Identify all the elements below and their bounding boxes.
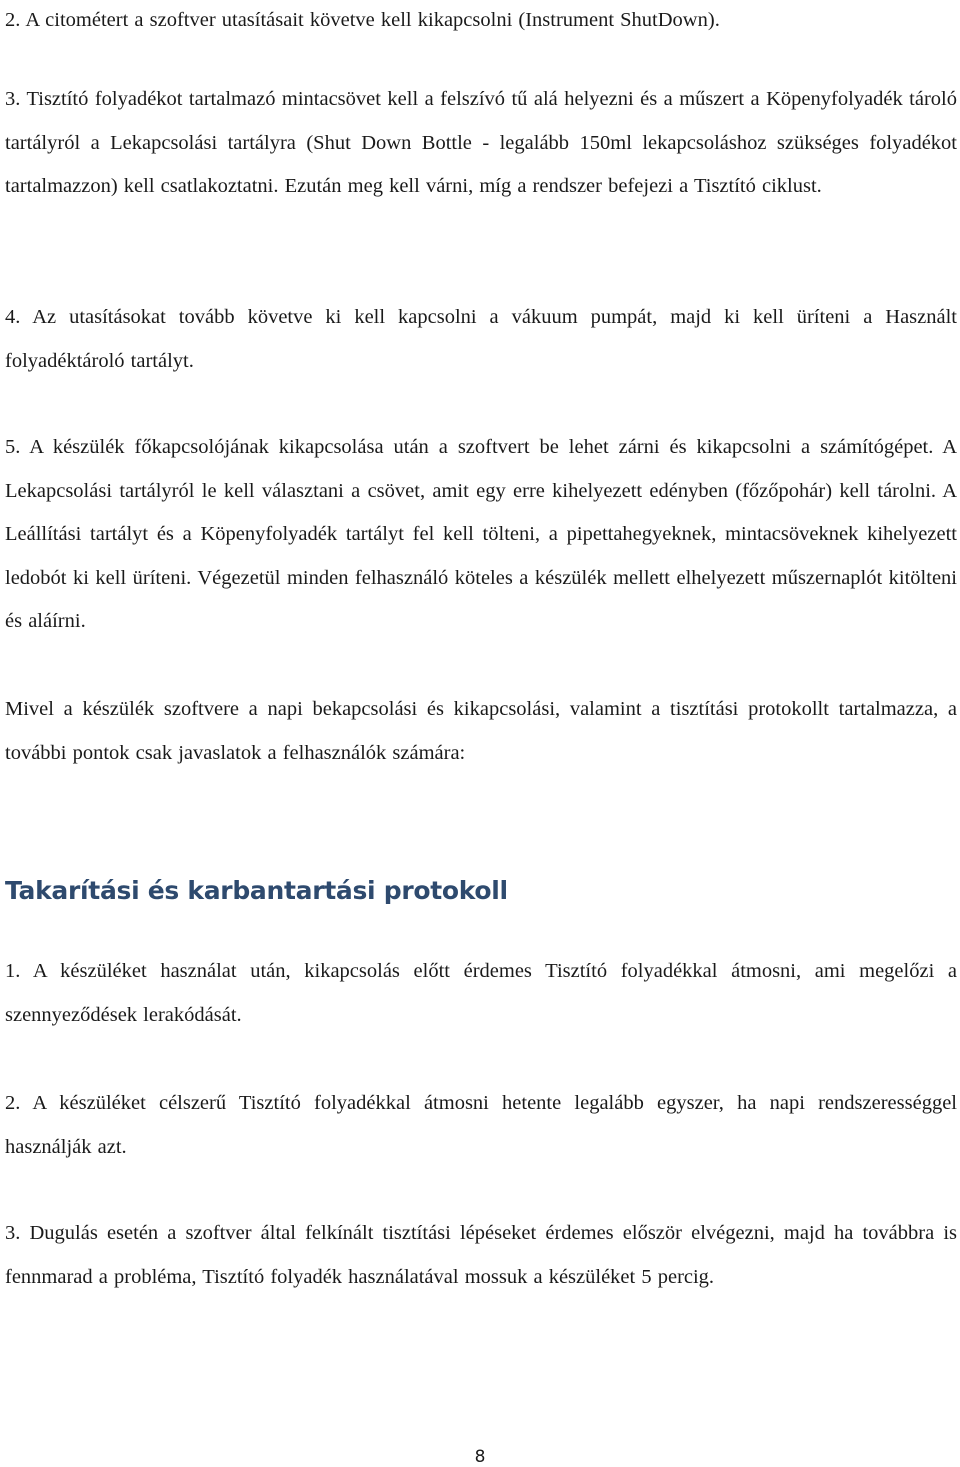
step-5-paragraph: 5. A készülék főkapcsolójának kikapcsolása után a szoftvert be lehet zárni és kikapcsolni a számítógépet. A Lekapcsolási tartályról le kell választani a csövet, amit egy erre kihelyezett edényben (főzőpohár) kell tárolni. A Leállítási tartályt és a Köpenyfolyadék tartályt fel kell tölteni, a pipettahegyeknek, mintacsöveknek kihelyezett ledobót ki kell üríteni. Végezetül minden felhasználó köteles a készülék mellett elhelyezett műszernaplót kitölteni és aláírni. [5, 436, 957, 632]
cleaning-item-3: 3. Dugulás esetén a szoftver által felkínált tisztítási lépéseket érdemes először elvégezni, majd ha továbbra is fennmarad a probléma, Tisztító folyadék használatával mossuk a készüléket 5 percig. [5, 1222, 957, 1288]
step-3-paragraph: 3. Tisztító folyadékot tartalmazó mintacsövet kell a felszívó tű alá helyezni és a műszert a Köpenyfolyadék tároló tartályról a Lekapcsolási tartályra (Shut Down Bottle - legalább 150ml lekapcsoláshoz szükséges folyadékot tartalmazzon) kell csatlakoztatni. Ezután meg kell várni, míg a rendszer befejezi a Tisztító ciklust. [5, 88, 957, 197]
cleaning-item-2: 2. A készüléket célszerű Tisztító folyadékkal átmosni hetente legalább egyszer, ha napi rendszerességgel használják azt. [5, 1092, 957, 1158]
section-heading: Takarítási és karbantartási protokoll [5, 876, 508, 905]
step-2-paragraph: 2. A citométert a szoftver utasításait követve kell kikapcsolni (Instrument ShutDown). [5, 9, 720, 31]
page-number: 8 [474, 1447, 486, 1467]
note-paragraph: Mivel a készülék szoftvere a napi bekapcsolási és kikapcsolási, valamint a tisztítási protokollt tartalmazza, a további pontok csak javaslatok a felhasználók számára: [5, 698, 957, 764]
step-4-paragraph: 4. Az utasításokat tovább követve ki kell kapcsolni a vákuum pumpát, majd ki kell üríteni a Használt folyadéktároló tartályt. [5, 306, 957, 372]
cleaning-item-1: 1. A készüléket használat után, kikapcsolás előtt érdemes Tisztító folyadékkal átmosni, ami megelőzi a szennyeződések lerakódását. [5, 960, 957, 1026]
